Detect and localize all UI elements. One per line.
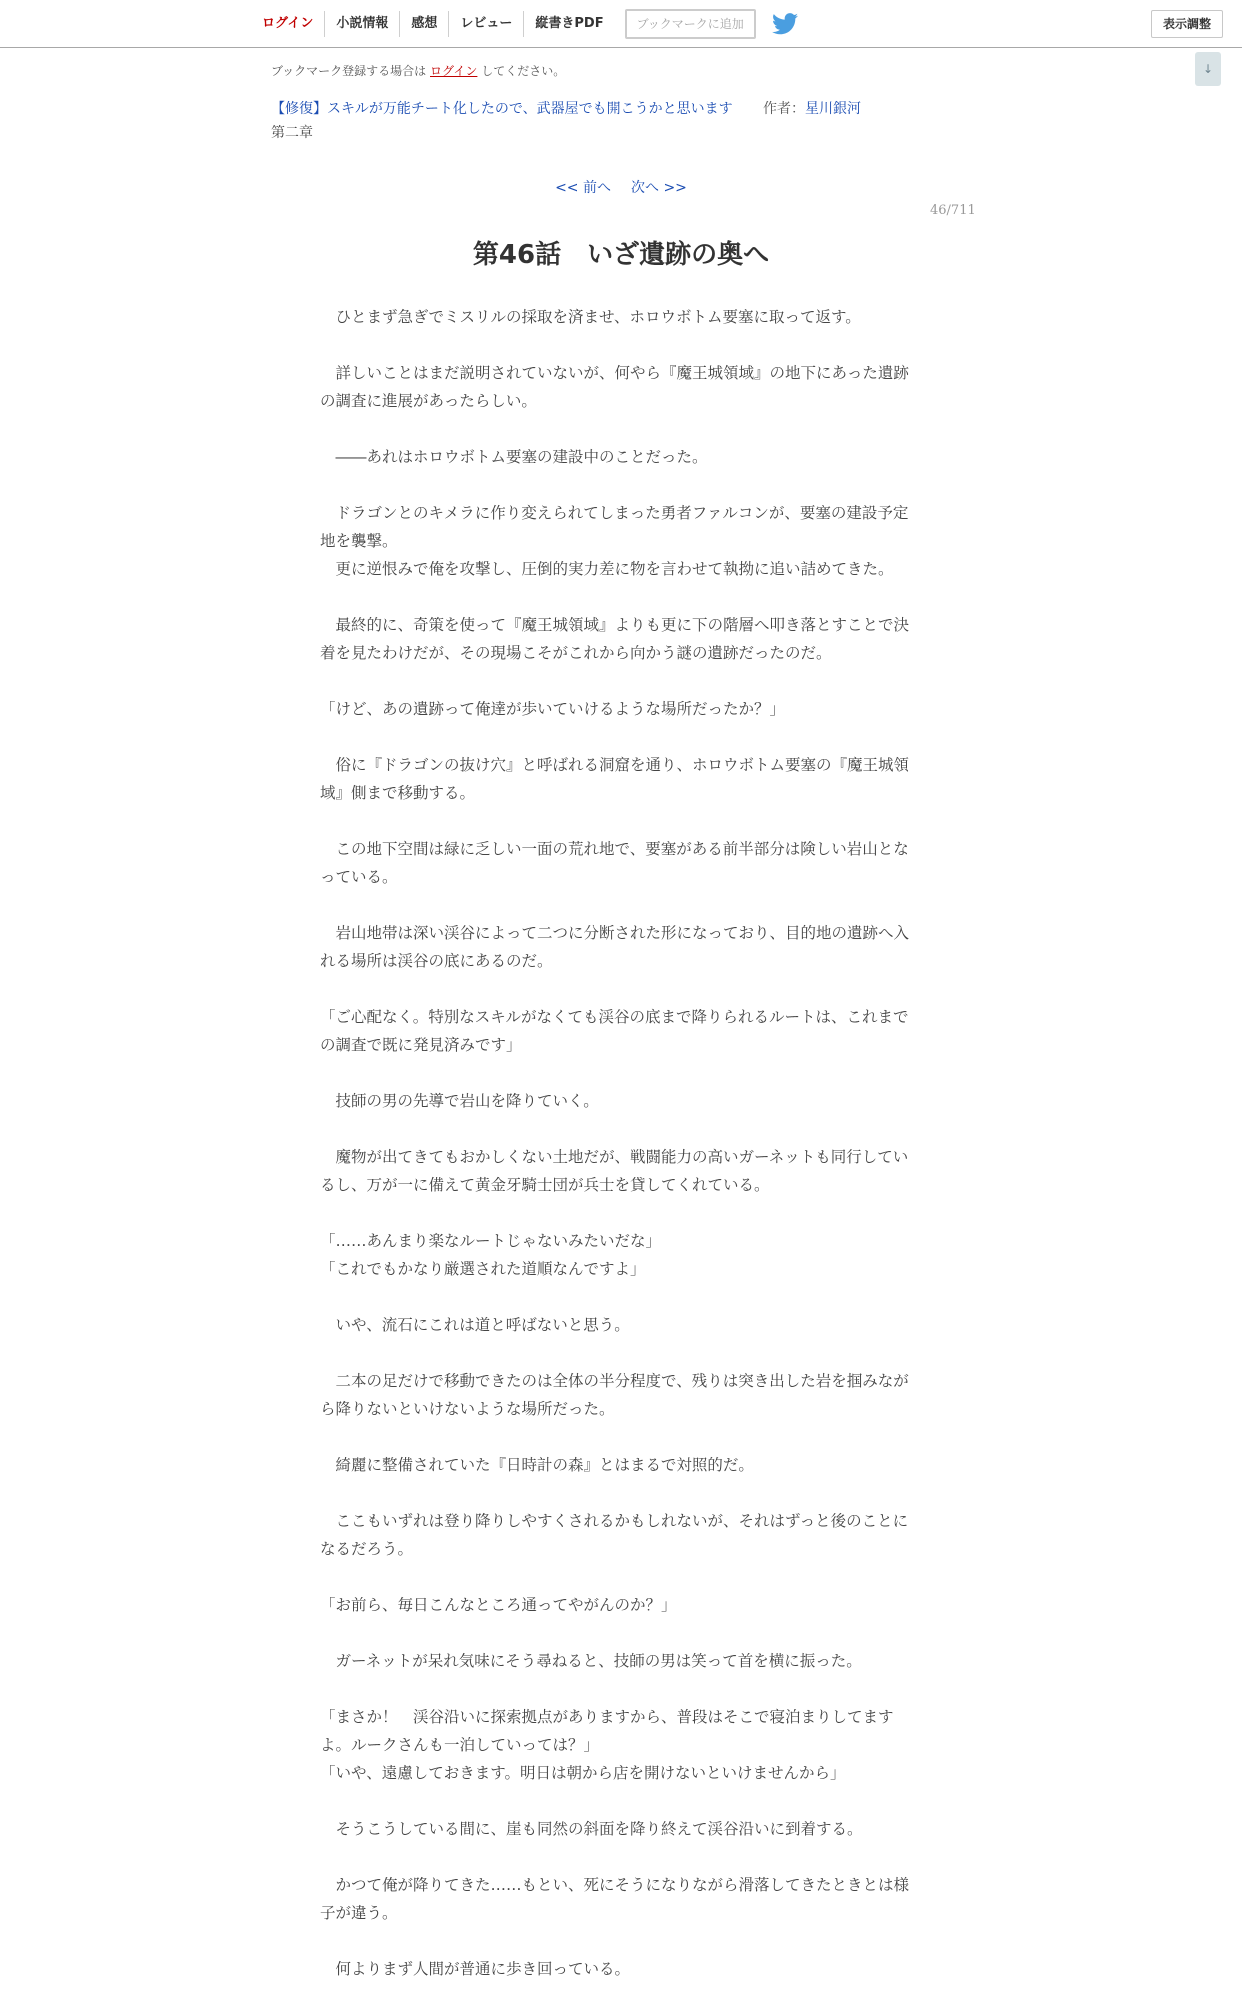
author-link[interactable]: 星川銀河 xyxy=(805,101,862,117)
body-paragraph: かつて俺が降りてきた……もとい、死にそうになりながら滑落してきたときとは様子が違う。 xyxy=(320,1876,910,1922)
body-paragraph: 二本の足だけで移動できたのは全体の半分程度で、残りは突き出した岩を掴みながら降りないといけないような場所だった。 xyxy=(320,1372,909,1418)
next-episode-link[interactable]: 次へ >> xyxy=(631,180,687,196)
body-paragraph: 「ご心配なく。特別なスキルがなくても渓谷の底まで降りられるルートは、これまでの調査で既に発見済みです」 xyxy=(320,1008,909,1054)
nav-review[interactable]: レビュー xyxy=(448,11,523,37)
nav-novel-info[interactable]: 小説情報 xyxy=(324,11,399,37)
body-paragraph: ガーネットが呆れ気味にそう尋ねると、技師の男は笑って首を横に振った。 xyxy=(320,1652,862,1670)
nav-login[interactable]: ログイン xyxy=(262,16,314,31)
episode-title: 第46話 いざ遺跡の奥へ xyxy=(472,240,770,270)
body-paragraph: ――あれはホロウボトム要塞の建設中のことだった。 xyxy=(320,448,708,466)
display-settings-button[interactable]: 表示調整 xyxy=(1151,10,1223,38)
body-paragraph: ひとまず急ぎでミスリルの採取を済ませ、ホロウボトム要塞に取って返す。 xyxy=(320,308,861,326)
prev-episode-link[interactable]: << 前へ xyxy=(555,180,611,196)
body-paragraph: 技師の男の先導で岩山を降りていく。 xyxy=(320,1092,599,1110)
notice-login-link[interactable]: ログイン xyxy=(430,64,478,78)
body-paragraph: 最終的に、奇策を使って『魔王城領域』よりも更に下の階層へ叩き落とすことで決着を見たわけだが、その現場こそがこれから向かう謎の遺跡だったのだ。 xyxy=(320,616,910,662)
author-label: 作者： xyxy=(763,101,806,117)
body-paragraph: 「まさか！ 渓谷沿いに探索拠点がありますから、普段はそこで寝泊まりしてますよ。ルークさんも一泊していっては？」 「いや、遠慮しておきます。明日は朝から店を開けないといけませんから」 xyxy=(320,1708,894,1782)
body-paragraph: 「けど、あの遺跡って俺達が歩いていけるような場所だったか？」 xyxy=(320,700,786,718)
series-info xyxy=(271,98,861,118)
body-paragraph: 魔物が出てきてもおかしくない土地だが、戦闘能力の高いガーネットも同行しているし、万が一に備えて黄金牙騎士団が兵士を貸してくれている。 xyxy=(320,1148,909,1194)
twitter-bird-icon[interactable] xyxy=(772,13,798,35)
body-paragraph: 「お前ら、毎日こんなところ通ってやがんのか？」 xyxy=(320,1596,677,1614)
body-paragraph: いや、流石にこれは道と呼ばないと思う。 xyxy=(320,1316,630,1334)
notice-suffix: してください。 xyxy=(481,64,566,78)
top-header xyxy=(0,0,1242,48)
top-nav xyxy=(252,10,798,38)
body-paragraph: 岩山地帯は深い渓谷によって二つに分断された形になっており、目的地の遺跡へ入れる場所は渓谷の底にあるのだ。 xyxy=(320,924,910,970)
nav-impressions[interactable]: 感想 xyxy=(399,11,448,37)
chapter-title: 第二章 xyxy=(271,125,313,141)
body-paragraph: ここもいずれは登り降りしやすくされるかもしれないが、それはずっと後のことになるだろう。 xyxy=(320,1512,909,1558)
episode-body xyxy=(320,303,920,2011)
nav-vertical-pdf[interactable]: 縦書きPDF xyxy=(523,11,614,37)
body-paragraph: ドラゴンとのキメラに作り変えられてしまった勇者ファルコンが、要塞の建設予定地を襲撃。 更に逆恨みで俺を攻撃し、圧倒的実力差に物を言わせて執拗に追い詰めてきた。 xyxy=(320,504,909,578)
episode-count: 46/711 xyxy=(930,203,976,218)
body-paragraph: この地下空間は緑に乏しい一面の荒れ地で、要塞がある前半部分は険しい岩山となっている。 xyxy=(320,840,909,886)
body-paragraph: 俗に『ドラゴンの抜け穴』と呼ばれる洞窟を通り、ホロウボトム要塞の『魔王城領域』側まで移動する。 xyxy=(320,756,910,802)
body-paragraph: そうこうしている間に、崖も同然の斜面を降り終えて渓谷沿いに到着する。 xyxy=(320,1820,863,1838)
bookmark-login-notice xyxy=(271,62,565,79)
notice-prefix: ブックマーク登録する場合は xyxy=(271,64,427,78)
body-paragraph: 詳しいことはまだ説明されていないが、何やら『魔王城領域』の地下にあった遺跡の調査に進展があったらしい。 xyxy=(320,364,909,410)
body-paragraph: 何よりまず人間が普通に歩き回っている。 xyxy=(320,1960,631,1978)
scroll-down-button[interactable]: ↓ xyxy=(1195,52,1221,86)
episode-pager xyxy=(0,177,1242,197)
add-bookmark-button[interactable]: ブックマークに追加 xyxy=(625,9,756,39)
series-title-link[interactable]: 【修復】スキルが万能チート化したので、武器屋でも開こうかと思います xyxy=(271,101,733,117)
body-paragraph: 綺麗に整備されていた『日時計の森』とはまるで対照的だ。 xyxy=(320,1456,754,1474)
body-paragraph: 「……あんまり楽なルートじゃないみたいだな」 「これでもかなり厳選された道順なんですよ」 xyxy=(320,1232,662,1278)
